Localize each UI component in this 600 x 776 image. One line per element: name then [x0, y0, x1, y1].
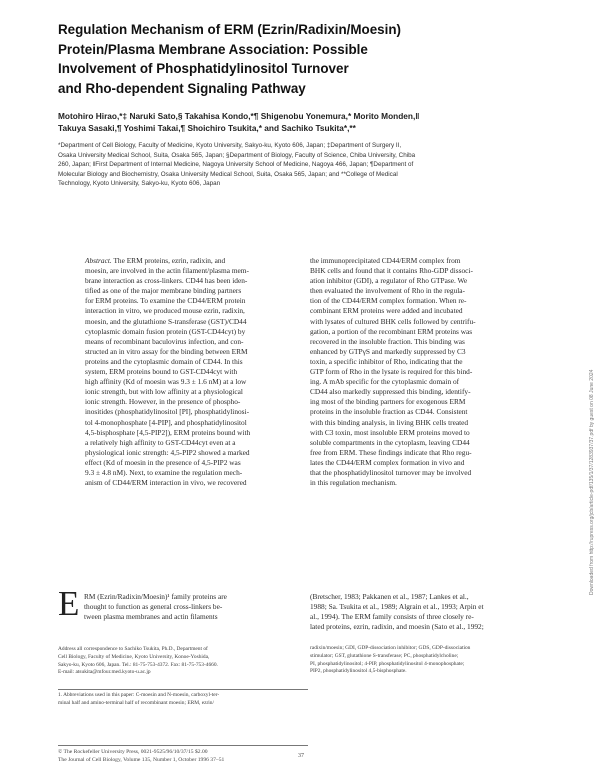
abstract-line: combinant ERM proteins were added and incubated: [310, 306, 463, 316]
intro-line: 1988; Sa. Tsukita et al., 1989; Algrain et al., 1993; Arpin et: [310, 602, 484, 612]
abstract-line: recovered in the insoluble fraction. This binding was: [310, 336, 465, 346]
affiliations: [58, 141, 568, 189]
download-watermark-text: Downloaded from http://rupress.org/jcb/article-pdf/135/1/37/1283937/37.pdf by guest on 08 June 2024: [589, 369, 595, 595]
abstract-line: toxin, a specific inhibitor of Rho, indicating that the: [310, 356, 463, 366]
abstract-line: 4,5-bisphosphate [4,5-PIP2]), ERM proteins bound with: [85, 427, 251, 437]
footnote-line: PIP2, phosphatidylinositol 4,5-bisphosphate.: [310, 668, 407, 675]
abstract-line: ing. A mAb specific for the cytoplasmic domain of: [310, 377, 460, 387]
abstract-line: with lysates of cultured BHK cells followed by centrifu-: [310, 316, 476, 326]
abstract-line: inositides (phosphatidylinositol [PI], phosphatidylinosi-: [85, 407, 250, 417]
abstract-line: lates the CD44/ERM complex formation in vivo and: [310, 457, 465, 467]
author-line: Motohiro Hirao,*‡ Naruki Sato,§ Takahisa Kondo,*¶ Shigenobu Yonemura,* Morito Monden,‖: [58, 111, 420, 121]
abstract-line: system, ERM proteins bound to GST-CD44cyt with: [85, 367, 238, 377]
abstract-line: soluble compartments in the cytoplasm, leaving CD44: [310, 437, 470, 447]
footnote-line: Cell Biology, Faculty of Medicine, Kyoto University, Konoe-Yoshida,: [58, 653, 210, 660]
abstract-line: means of recombinant baculovirus infection, and con-: [85, 336, 244, 346]
abstract-line: 9.3 ± 4.8 nM). Next, to examine the regulation mech-: [85, 467, 243, 477]
abstract-line: the immunoprecipitated CD44/ERM complex from: [310, 256, 461, 265]
abstract-line: CD44 also markedly suppressed this binding, identify-: [310, 387, 471, 397]
abstract-line: then evaluated the involvement of Rho in the regula-: [310, 286, 465, 296]
intro-left-column: [58, 592, 308, 622]
abstract-line: GTP form of Rho in the lysate is required for this bind-: [310, 367, 473, 377]
abstract-line: a relatively high affinity to GST-CD44cyt even at a: [85, 437, 236, 447]
copyright-divider: [58, 745, 308, 746]
intro-line: tween plasma membranes and actin filaments: [84, 612, 218, 622]
abstract-line: proteins in the insoluble fraction as CD44. Consistent: [310, 407, 468, 417]
affiliation-line: Technology, Kyoto University, Sakyo-ku, Kyoto 606, Japan: [58, 180, 221, 188]
abstract-line: moesin, and the glutathione S-transferase (GST)/CD44: [85, 316, 247, 326]
abstract-line: structed an in vitro assay for the binding between ERM: [85, 346, 248, 356]
abstract-left-column: [85, 256, 300, 488]
footnote-line: PI, phosphatidylinositol; 4-PIP, phosphatidylinositol 4-monophosphate;: [310, 660, 465, 667]
abstract-line: in this regulation mechanism.: [310, 478, 397, 488]
footnote-line: 1. Abbreviations used in this paper: C-moesin and N-moesin, carboxyl-ter-: [58, 692, 220, 698]
footnote-line: Address all correspondence to Sachiko Tsukita, Ph.D., Department of: [58, 646, 208, 652]
abstract-line: ing most of the binding partners for exogenous ERM: [310, 397, 466, 407]
title-line: Involvement of Phosphatidylinositol Turnover: [58, 61, 349, 76]
footnote-line: minal half and amino-terminal half of recombinant moesin; ERM, ezrin/: [58, 699, 214, 706]
abstract-line: tified as one of the major membrane binding partners: [85, 286, 242, 296]
abstract-line: that the phosphatidylinositol turnover may be involved: [310, 467, 472, 477]
author-list: [58, 110, 558, 134]
abstract-line: enhanced by GTPγS and markedly suppressed by C3: [310, 346, 466, 356]
footnote-line: radixin/moesin; GDI, GDP-dissociation inhibitor; GDS, GDP-dissociation: [310, 645, 471, 651]
abstract-line: ation inhibitor (GDI), a regulator of Rho GTPase. We: [310, 276, 468, 286]
abstract-line: BHK cells and found that it contains Rho-GDP dissoci-: [310, 266, 473, 276]
footnote-line: E-mail: atsukita@mfour.med.kyoto-u.ac.jp: [58, 669, 151, 676]
abstract-line: ionic strength, but with low affinity at a physiological: [85, 387, 243, 397]
affiliation-line: *Department of Cell Biology, Faculty of Medicine, Kyoto University, Sakyo-ku, Kyoto 606, Japan; ‡Department of Surgery II,: [58, 142, 402, 149]
abbreviations-footnote: [58, 692, 308, 708]
copyright-line: © The Rockefeller University Press, 0021-9525/96/10/37/15 $2.00: [58, 749, 208, 755]
abstract-line: gation, a portion of the recombinant ERM proteins was: [310, 326, 473, 336]
intro-line: (Bretscher, 1983; Pakkanen et al., 1987; Lankes et al.,: [310, 592, 469, 601]
abstract-line: proteins and the cytoplasmic domain of CD44. In this: [85, 356, 243, 366]
abbreviations-footnote-continued: [310, 645, 560, 676]
affiliation-line: Molecular Biology and Biochemistry, Osaka University Medical School, Suita, Osaka 565, Japan; and **College of Medical: [58, 170, 398, 178]
abstract-line: with C3 toxin, most insoluble ERM proteins moved to: [310, 427, 470, 437]
footnote-line: stimulator; GST, glutathione S-transferase; PC, phosphatidylcholine;: [310, 652, 459, 659]
abstract-line: high affinity (Kd of moesin was 9.3 ± 1.6 nM) at a low: [85, 377, 247, 387]
intro-line: al., 1994). The ERM family consists of three closely re-: [310, 612, 474, 622]
author-line: Takuya Sasaki,¶ Yoshimi Takai,¶ Shoichiro Tsukita,* and Sachiko Tsukita*,**: [58, 123, 356, 133]
drop-cap: E: [58, 584, 80, 623]
abstract-first-line: [85, 256, 300, 266]
footnote-divider: [58, 689, 308, 690]
abstract-line: anism of CD44/ERM interaction in vivo, we recovered: [85, 478, 247, 488]
abstract-line: for ERM proteins. To examine the CD44/ERM protein: [85, 296, 246, 306]
title-line: Protein/Plasma Membrane Association: Possible: [58, 41, 368, 57]
abstract-line: with this binding analysis, in living BHK cells treated: [310, 417, 469, 427]
abstract-line: free from ERM. These findings indicate that Rho regu-: [310, 447, 472, 457]
affiliation-line: Osaka University Medical School, Suita, Osaka 565, Japan; §Department of Biology, Faculty of Science, Chiba University, Chiba: [58, 151, 416, 159]
intro-right-column: [310, 592, 560, 632]
copyright-line: The Journal of Cell Biology, Volume 135, Number 1, October 1996 37–51: [58, 757, 225, 763]
affiliation-line: 260, Japan; ‖First Department of Internal Medicine, Nagoya University School of Medicine, Nagoya 466, Japan; ¶Department of: [58, 161, 414, 169]
abstract-line: cytoplasmic domain fusion protein (GST-CD44cyt) by: [85, 326, 246, 336]
abstract-line: brane interaction as cross-linkers. CD44 has been iden-: [85, 276, 248, 286]
abstract-line: moesin, are involved in the actin filament/plasma mem-: [85, 266, 249, 276]
title-line: and Rho-dependent Signaling Pathway: [58, 80, 306, 96]
correspondence-footnote: [58, 646, 308, 677]
intro-line: thought to function as general cross-linkers be-: [84, 602, 223, 612]
abstract-line: effect (Kd of moesin in the presence of 4,5-PIP2 was: [85, 457, 241, 467]
copyright-notice: [58, 748, 318, 764]
abstract-line: tol 4-monophosphate [4-PIP], and phosphatidylinositol: [85, 417, 247, 427]
abstract-label: Abstract.: [85, 256, 112, 265]
abstract-line: physiological ionic strength: 4,5-PIP2 showed a marked: [85, 447, 250, 457]
footnote-line: Sakyo-ku, Kyoto 606, Japan. Tel.: 81-75-753-4372. Fax: 81-75-753-4660.: [58, 661, 218, 668]
paper-title: [58, 20, 528, 98]
intro-line: RM (Ezrin/Radixin/Moesin)¹ family proteins are: [84, 592, 227, 601]
abstract-first-text: The ERM proteins, ezrin, radixin, and: [111, 256, 226, 265]
abstract-right-column: [310, 256, 535, 488]
abstract-line: tion of the CD44/ERM complex formation. When re-: [310, 296, 467, 306]
abstract-line: interaction in vitro, we produced mouse ezrin, radixin,: [85, 306, 245, 316]
page-number: 37: [298, 753, 304, 759]
intro-line: lated proteins, ezrin, radixin, and moesin (Sato et al., 1992;: [310, 622, 484, 632]
title-line: Regulation Mechanism of ERM (Ezrin/Radixin/Moesin): [58, 22, 401, 37]
download-watermark: [583, 205, 595, 595]
abstract-line: ionic strength. However, in the presence of phospho-: [85, 397, 241, 407]
